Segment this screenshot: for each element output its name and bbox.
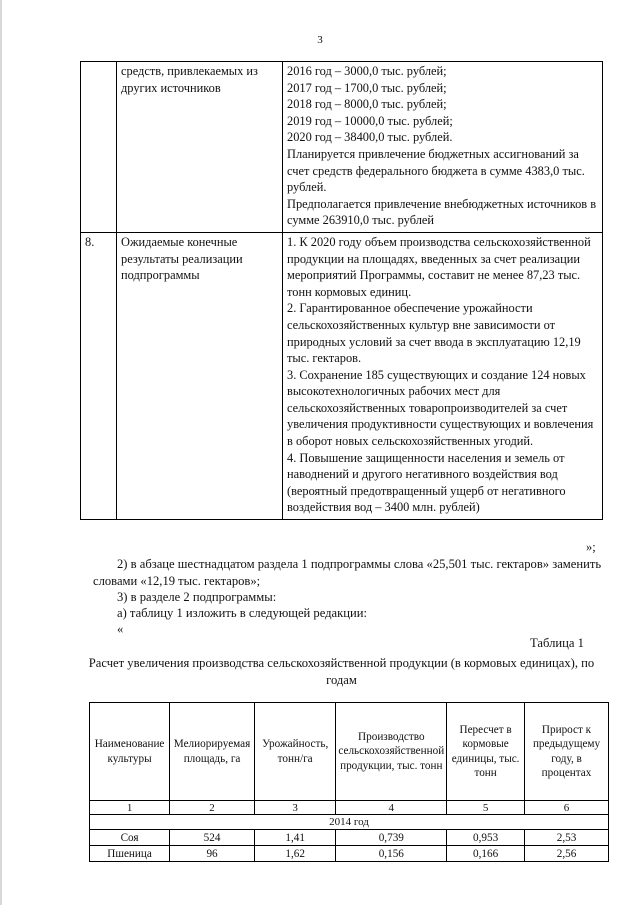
- table-cell: 96: [170, 846, 255, 862]
- funding-line: Планируется привлечение бюджетных ассигнований за счет средств федерального бюджета в сумме 4383,0 тыс. рублей.: [287, 146, 585, 195]
- passport-row-results: [81, 232, 603, 519]
- result-item: 1. К 2020 году объем производства сельскохозяйственной продукции на площадях, введенных за счет реализации мероприятий Программы, составит не менее 87,23 тыс. тонн кормовых единиц.: [287, 234, 591, 299]
- column-number-row: [90, 801, 609, 815]
- result-item: 4. Повышение защищенности населения и земель от наводнений и другого негативного воздействия вод (вероятный предотвращенный ущерб от негативного воздействия вод – 3400 млн. рублей): [287, 450, 566, 515]
- column-number: 6: [525, 801, 609, 815]
- column-number: 2: [170, 801, 255, 815]
- passport-cell-value: [283, 232, 603, 519]
- funding-line: 2019 год – 10000,0 тыс. рублей;: [287, 113, 453, 128]
- table-cell: 2,56: [525, 846, 609, 862]
- year-label: 2014 год: [90, 815, 609, 830]
- column-number: 3: [254, 801, 335, 815]
- column-header: Наименование культуры: [90, 703, 170, 801]
- funding-line: 2016 год – 3000,0 тыс. рублей;: [287, 64, 447, 78]
- table-title: Расчет увеличения производства сельскохозяйственной продукции (в кормовых единицах), по годам: [88, 656, 595, 687]
- passport-cell-label: Ожидаемые конечные результаты реализации подпрограммы: [117, 232, 283, 519]
- passport-cell-value: [283, 62, 603, 233]
- table-cell: 0,156: [336, 846, 447, 862]
- column-number: 5: [447, 801, 525, 815]
- passport-table: [80, 61, 603, 520]
- paragraph-amendment-3a: а) таблицу 1 изложить в следующей редакции:: [117, 606, 367, 620]
- column-header: Мелиорируемая площадь, га: [170, 703, 255, 801]
- column-number: 1: [90, 801, 170, 815]
- result-item: 3. Сохранение 185 существующих и создание 124 новых высокотехнологичных рабочих мест для сельскохозяйственных товаропроизводителей за счет увеличения продуктивности существующих и вовлечения в оборот новых сельскохозяйственных угодий.: [287, 367, 594, 449]
- passport-cell-number: [81, 62, 117, 233]
- table-cell: 1,62: [254, 846, 335, 862]
- year-row: [90, 815, 609, 830]
- table-cell: 2,53: [525, 830, 609, 846]
- table-cell: 0,739: [336, 830, 447, 846]
- table-row: [90, 846, 609, 862]
- table-header-row: [90, 703, 609, 801]
- table-cell: 524: [170, 830, 255, 846]
- funding-line: 2017 год – 1700,0 тыс. рублей;: [287, 80, 447, 95]
- column-header: Пересчет в кормовые единицы, тыс. тонн: [447, 703, 525, 801]
- column-header: Урожайность, тонн/га: [254, 703, 335, 801]
- result-item: 2. Гарантированное обеспечение урожайности сельскохозяйственных культур вне зависимости от природных условий за счет ввода в эксплуатацию 12,19 тыс. гектаров.: [287, 301, 581, 366]
- table-number: Таблица 1: [530, 636, 584, 650]
- table-row: [90, 830, 609, 846]
- table-cell: 1,41: [254, 830, 335, 846]
- passport-row-funding: [81, 62, 603, 233]
- table-cell: Соя: [90, 830, 170, 846]
- column-header: Прирост к предыдущему году, в процентах: [525, 703, 609, 801]
- funding-line: 2020 год – 38400,0 тыс. рублей.: [287, 130, 453, 145]
- funding-line: 2018 год – 8000,0 тыс. рублей;: [287, 97, 447, 112]
- paragraph-amendment-2: 2) в абзаце шестнадцатом раздела 1 подпрограммы слова «25,501 тыс. гектаров» заменить словами «12,19 тыс. гектаров»;: [93, 557, 602, 588]
- passport-cell-number: 8.: [81, 232, 117, 519]
- table-cell: 0,166: [447, 846, 525, 862]
- column-number: 4: [336, 801, 447, 815]
- scan-edge: [0, 0, 2, 905]
- table-cell: Пшеница: [90, 846, 170, 862]
- paragraph-amendment-3: 3) в разделе 2 подпрограммы:: [117, 590, 277, 604]
- passport-cell-label: средств, привлекаемых из других источников: [117, 62, 283, 233]
- column-header: Производство сельскохозяйственной продукции, тыс. тонн: [336, 703, 447, 801]
- opening-quote: «: [117, 622, 124, 636]
- production-table: [89, 702, 609, 862]
- table-cell: 0,953: [447, 830, 525, 846]
- funding-line: Предполагается привлечение внебюджетных источников в сумме 263910,0 тыс. рублей: [287, 196, 597, 228]
- closing-quote: »;: [586, 540, 596, 554]
- page-number: 3: [317, 34, 323, 46]
